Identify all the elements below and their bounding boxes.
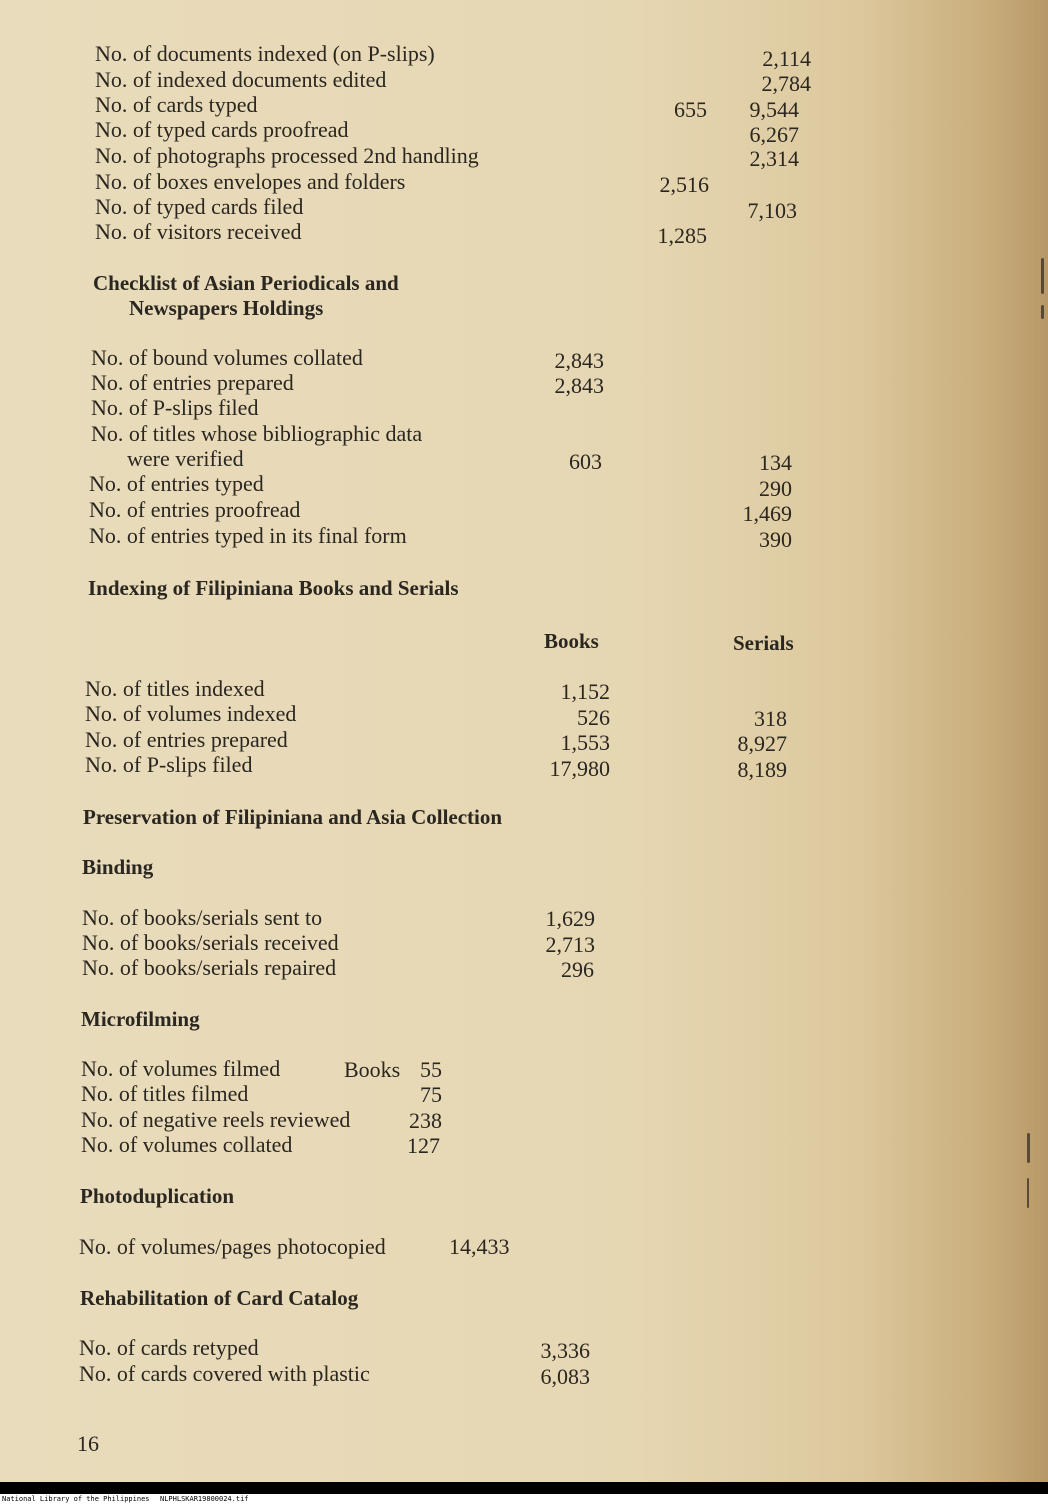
indexing-books-4: 17,980	[549, 756, 610, 781]
binding-label-1: No. of books/serials sent to	[82, 905, 323, 930]
margin-mark	[1027, 1178, 1029, 1208]
margin-mark	[1027, 1133, 1030, 1163]
top-c3-4: 6,267	[749, 122, 799, 147]
top-label-3: No. of cards typed	[95, 92, 258, 117]
indexing-col-books: Books	[544, 629, 599, 653]
microfilming-value-2: 75	[420, 1082, 442, 1107]
top-c2-6: 2,516	[659, 172, 709, 197]
binding-value-3: 296	[561, 957, 594, 982]
top-c3-7: 7,103	[747, 198, 797, 223]
microfilming-value-4: 127	[407, 1133, 440, 1158]
checklist-c3-5: 134	[759, 450, 792, 475]
binding-value-1: 1,629	[545, 906, 595, 931]
microfilming-label-1: No. of volumes filmed	[81, 1056, 281, 1081]
scan-footer	[0, 1482, 1048, 1508]
checklist-c1-1: 2,843	[554, 348, 604, 373]
indexing-serials-2: 318	[754, 706, 787, 731]
checklist-c1-5: 603	[569, 449, 602, 474]
photoduplication-value: 14,433	[449, 1234, 510, 1259]
checklist-label-3: No. of P-slips filed	[91, 395, 259, 420]
top-label-5: No. of photographs processed 2nd handling	[95, 143, 479, 168]
rehab-value-2: 6,083	[540, 1364, 590, 1389]
checklist-c3-8: 390	[759, 527, 792, 552]
microfilming-label-3: No. of negative reels reviewed	[81, 1107, 351, 1132]
checklist-heading-1: Checklist of Asian Periodicals and	[93, 271, 399, 295]
top-label-1: No. of documents indexed (on P-slips)	[95, 41, 435, 66]
indexing-serials-4: 8,189	[737, 757, 787, 782]
binding-label-2: No. of books/serials received	[82, 930, 339, 955]
top-label-6: No. of boxes envelopes and folders	[95, 169, 406, 194]
indexing-books-1: 1,152	[560, 679, 610, 704]
checklist-label-5: were verified	[127, 446, 244, 471]
microfilming-mid-1: Books	[344, 1057, 401, 1082]
top-label-4: No. of typed cards proofread	[95, 117, 349, 142]
rehab-label-1: No. of cards retyped	[79, 1335, 259, 1360]
binding-heading: Binding	[82, 855, 154, 879]
checklist-label-7: No. of entries proofread	[89, 497, 301, 522]
checklist-c3-7: 1,469	[742, 501, 792, 526]
microfilming-value-1: 55	[420, 1057, 442, 1082]
binding-label-3: No. of books/serials repaired	[82, 955, 337, 980]
indexing-label-1: No. of titles indexed	[85, 676, 265, 701]
margin-mark	[1041, 305, 1044, 319]
checklist-heading-2: Newspapers Holdings	[129, 296, 324, 320]
top-c3-5: 2,314	[749, 146, 799, 171]
indexing-label-2: No. of volumes indexed	[85, 701, 297, 726]
photoduplication-label: No. of volumes/pages photocopied	[79, 1234, 386, 1259]
checklist-label-8: No. of entries typed in its final form	[89, 523, 407, 548]
photoduplication-heading: Photoduplication	[80, 1184, 235, 1208]
indexing-heading: Indexing of Filipiniana Books and Serials	[88, 576, 459, 600]
binding-value-2: 2,713	[545, 932, 595, 957]
rehab-label-2: No. of cards covered with plastic	[79, 1361, 370, 1386]
microfilming-value-3: 238	[409, 1108, 442, 1133]
indexing-books-2: 526	[577, 705, 610, 730]
microfilming-label-4: No. of volumes collated	[81, 1132, 293, 1157]
checklist-label-1: No. of bound volumes collated	[91, 345, 363, 370]
checklist-c1-2: 2,843	[554, 373, 604, 398]
margin-mark	[1041, 258, 1044, 294]
top-label-8: No. of visitors received	[95, 219, 302, 244]
microfilming-label-2: No. of titles filmed	[81, 1081, 249, 1106]
footer-source: National Library of the Philippines	[2, 1495, 150, 1503]
footer-file: NLPHLSKAR19800024.tif	[160, 1495, 249, 1503]
top-c2-3: 655	[674, 97, 707, 122]
microfilming-heading: Microfilming	[81, 1007, 200, 1031]
checklist-c3-6: 290	[759, 476, 792, 501]
indexing-col-serials: Serials	[733, 631, 794, 655]
top-c3-3: 9,544	[749, 97, 799, 122]
checklist-label-2: No. of entries prepared	[91, 370, 294, 395]
indexing-label-4: No. of P-slips filed	[85, 752, 253, 777]
top-c3-2: 2,784	[761, 71, 811, 96]
top-label-2: No. of indexed documents edited	[95, 67, 387, 92]
rehab-heading: Rehabilitation of Card Catalog	[80, 1286, 359, 1310]
top-c2-8: 1,285	[657, 223, 707, 248]
preservation-heading: Preservation of Filipiniana and Asia Collection	[83, 805, 503, 829]
top-c3-1: 2,114	[762, 46, 811, 71]
page-number: 16	[77, 1431, 99, 1456]
indexing-label-3: No. of entries prepared	[85, 727, 288, 752]
rehab-value-1: 3,336	[540, 1338, 590, 1363]
checklist-label-4: No. of titles whose bibliographic data	[91, 421, 423, 446]
indexing-books-3: 1,553	[560, 730, 610, 755]
top-label-7: No. of typed cards filed	[95, 194, 304, 219]
checklist-label-6: No. of entries typed	[89, 471, 264, 496]
indexing-serials-3: 8,927	[737, 731, 787, 756]
